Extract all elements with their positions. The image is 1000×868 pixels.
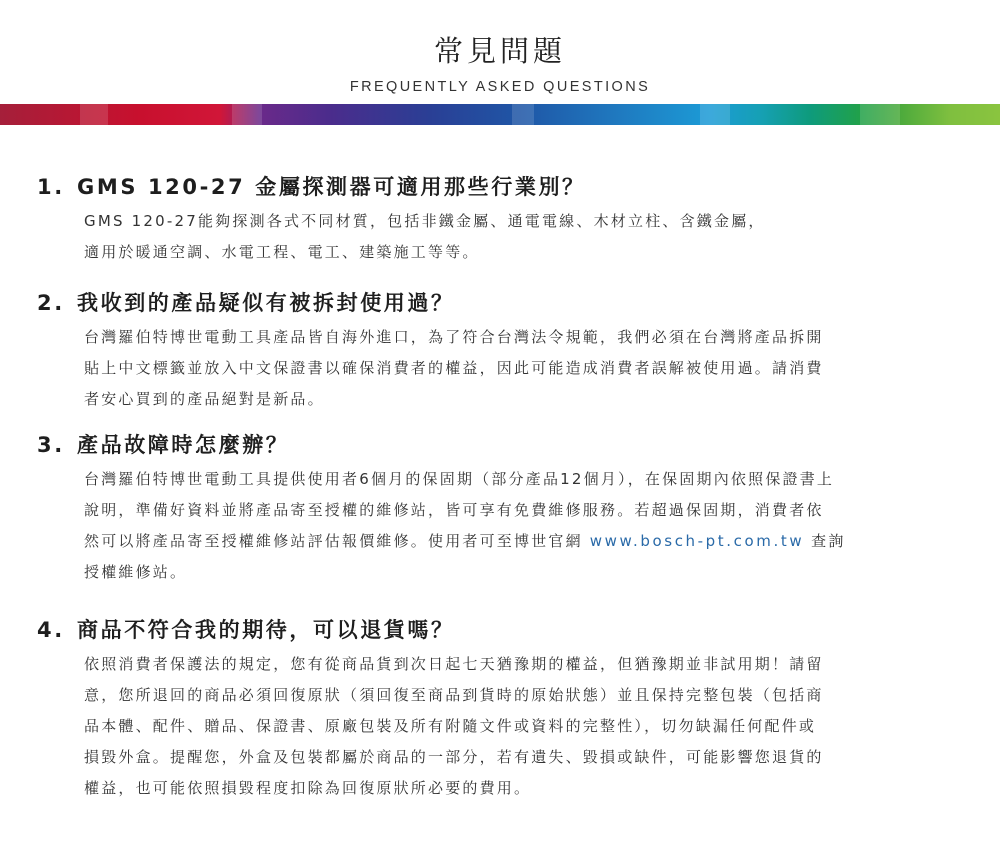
faq-answer — [84, 464, 964, 588]
color-bar-stripe — [512, 104, 534, 125]
faq-answer — [84, 322, 964, 415]
faq-answer-line — [84, 526, 964, 557]
faq-answer-line: 損毀外盒。提醒您，外盒及包裝都屬於商品的一部分，若有遺失、毀損或缺件，可能影響您退貨的 — [84, 748, 824, 766]
faq-question — [37, 288, 967, 318]
faq-answer-line: 授權維修站。 — [84, 563, 188, 581]
faq-answer-line: 意，您所退回的商品必須回復原狀（須回復至商品到貨時的原始狀態）並且保持完整包裝（包括商 — [84, 686, 824, 704]
decorative-color-bar — [0, 104, 1000, 125]
faq-question — [37, 615, 967, 645]
faq-answer-line: 說明，準備好資料並將產品寄至授權的維修站，皆可享有免費維修服務。若超過保固期，消費者依 — [84, 501, 824, 519]
faq-question-text: GMS 120-27 金屬探測器可適用那些行業別？ — [77, 175, 586, 199]
faq-item — [37, 430, 967, 588]
faq-answer-line: 貼上中文標籤並放入中文保證書以確保消費者的權益，因此可能造成消費者誤解被使用過。請消費 — [84, 359, 824, 377]
color-bar-stripe — [232, 104, 262, 125]
page-title: 常見問題 — [433, 34, 566, 68]
faq-answer-line: 依照消費者保護法的規定，您有從商品貨到次日起七天猶豫期的權益，但猶豫期並非試用期！請留 — [84, 655, 824, 673]
faq-question-text: 商品不符合我的期待，可以退貨嗎？ — [77, 618, 455, 642]
faq-answer-text: 查詢 — [804, 532, 846, 550]
faq-answer — [84, 206, 964, 268]
faq-answer-text: 然可以將產品寄至授權維修站評估報價維修。使用者可至博世官網 — [84, 532, 590, 550]
color-bar-stripe — [860, 104, 900, 125]
faq-answer-line: GMS 120-27能夠探測各式不同材質，包括非鐵金屬、通電電線、木材立柱、含鐵金屬， — [84, 212, 766, 230]
faq-question — [37, 430, 967, 460]
faq-question-text: 我收到的產品疑似有被拆封使用過？ — [77, 291, 455, 315]
faq-answer-line: 品本體、配件、贈品、保證書、原廠包裝及所有附隨文件或資料的完整性），切勿缺漏任何配件或 — [84, 717, 817, 735]
faq-answer-line: 適用於暖通空調、水電工程、電工、建築施工等等。 — [84, 243, 480, 261]
faq-answer — [84, 649, 964, 804]
faq-answer-line: 者安心買到的產品絕對是新品。 — [84, 390, 325, 408]
faq-answer-line: 權益，也可能依照損毀程度扣除為回復原狀所必要的費用。 — [84, 779, 532, 797]
faq-number: 2. — [37, 291, 65, 315]
faq-question — [37, 172, 967, 202]
faq-item — [37, 288, 967, 415]
faq-answer-line: 台灣羅伯特博世電動工具提供使用者6個月的保固期（部分產品12個月），在保固期內依照保證書上 — [84, 470, 835, 488]
faq-number: 3. — [37, 433, 65, 457]
page-header — [0, 0, 1000, 105]
faq-number: 4. — [37, 618, 65, 642]
bosch-website-link[interactable]: www.bosch-pt.com.tw — [589, 532, 805, 550]
faq-answer-line: 台灣羅伯特博世電動工具產品皆自海外進口，為了符合台灣法令規範，我們必須在台灣將產品拆開 — [84, 328, 824, 346]
color-bar-stripe — [80, 104, 108, 125]
color-bar-stripe — [700, 104, 730, 125]
faq-number: 1. — [37, 175, 65, 199]
faq-item — [37, 615, 967, 804]
faq-item — [37, 172, 967, 268]
page-subtitle: FREQUENTLY ASKED QUESTIONS — [349, 79, 651, 95]
faq-question-text: 產品故障時怎麼辦？ — [77, 433, 290, 457]
